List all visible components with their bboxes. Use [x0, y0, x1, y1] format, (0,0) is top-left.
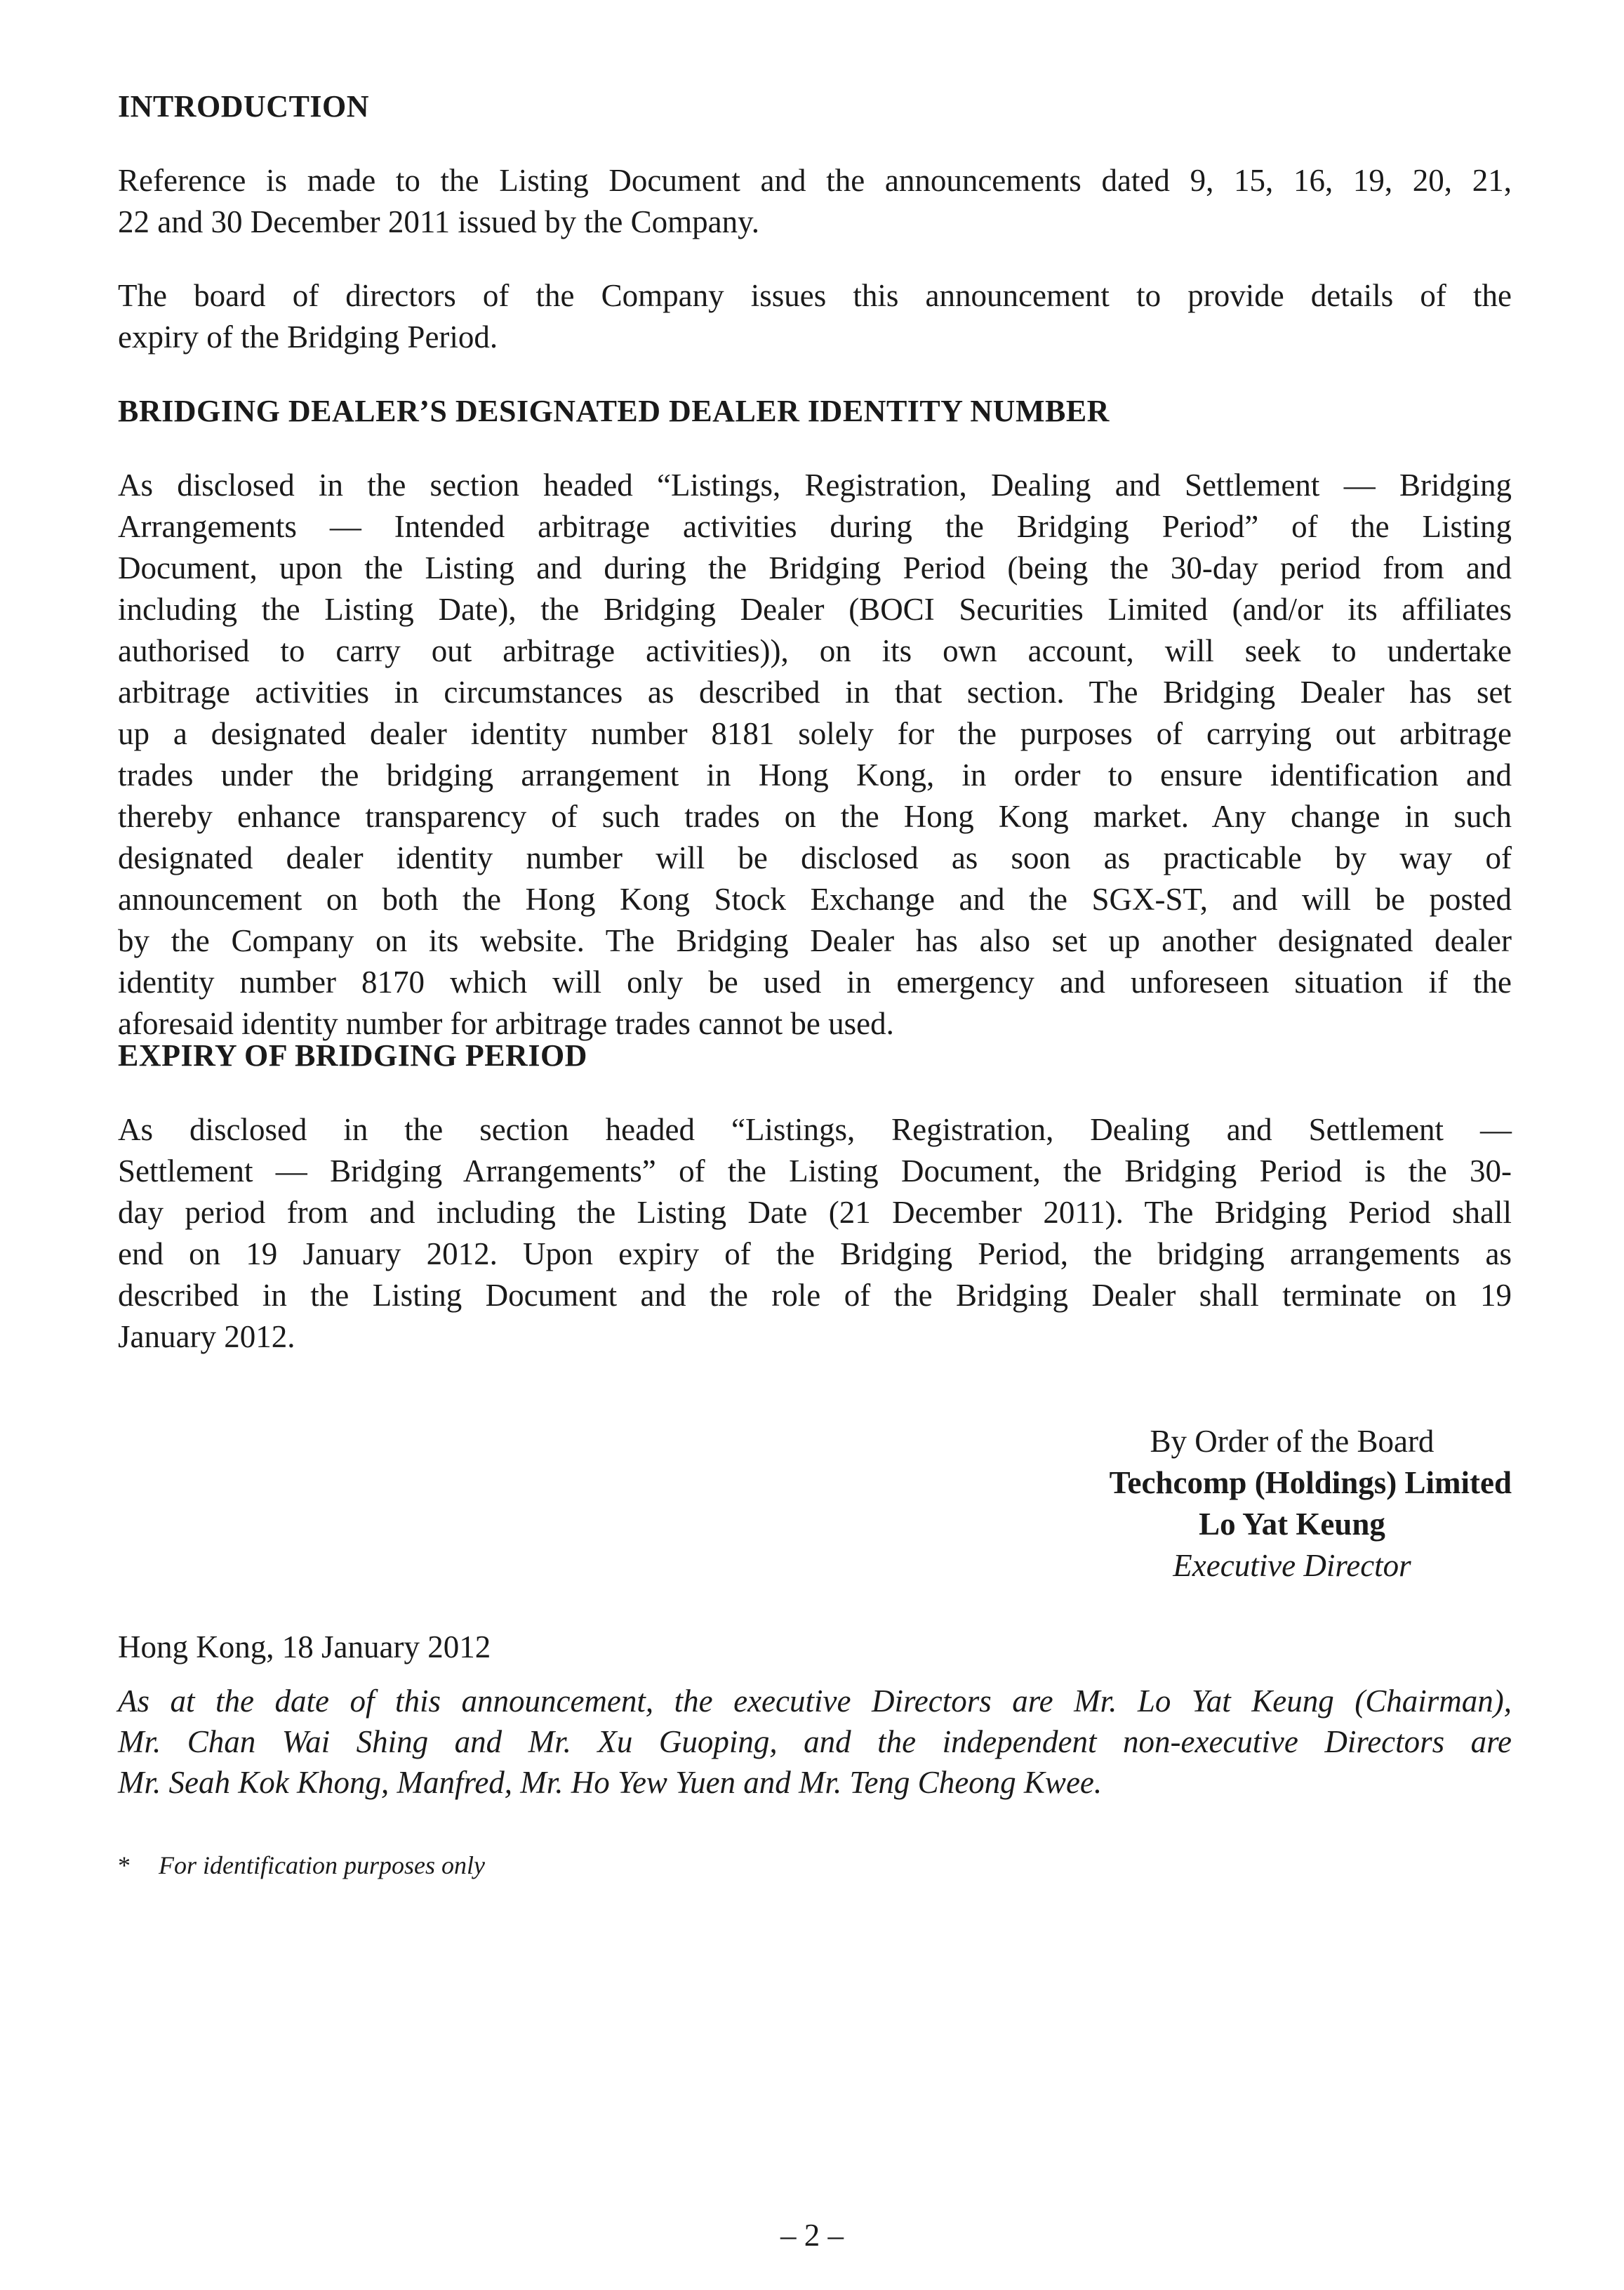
text-line: Reference is made to the Listing Document and the announcements dated 9, 15, 16, 19, 20, 21, [118, 163, 1512, 198]
text-line: thereby enhance transparency of such trades on the Hong Kong market. Any change in such [118, 799, 1512, 834]
place-and-date: Hong Kong, 18 January 2012 [118, 1629, 491, 1664]
text-line: arbitrage activities in circumstances as described in that section. The Bridging Dealer has set [118, 675, 1512, 710]
text-line: end on 19 January 2012. Upon expiry of the Bridging Period, the bridging arrangements as [118, 1236, 1512, 1271]
text-line: 22 and 30 December 2011 issued by the Company. [118, 204, 759, 239]
text-line: As at the date of this announcement, the executive Directors are Mr. Lo Yat Keung (Chairman), [118, 1683, 1512, 1719]
section-heading-dealer-identity-number: BRIDGING DEALER’S DESIGNATED DEALER IDENTITY NUMBER [118, 394, 1110, 428]
text-line: day period from and including the Listing Date (21 December 2011). The Bridging Period shall [118, 1195, 1512, 1230]
directors-statement [118, 1681, 1512, 1803]
footnote-marker: * [118, 1851, 131, 1879]
section-heading-introduction: INTRODUCTION [118, 89, 370, 124]
text-line: up a designated dealer identity number 8181 solely for the purposes of carrying out arbitrage [118, 716, 1512, 751]
text-line: Arrangements — Intended arbitrage activities during the Bridging Period” of the Listing [118, 509, 1512, 544]
text-line: including the Listing Date), the Bridging Dealer (BOCI Securities Limited (and/or its affiliates [118, 592, 1512, 627]
text-line: identity number 8170 which will only be used in emergency and unforeseen situation if the [118, 965, 1512, 1000]
introduction-paragraph-1 [118, 160, 1512, 243]
introduction-paragraph-2 [118, 275, 1512, 358]
page-number: – 2 – [780, 2218, 844, 2253]
text-line: trades under the bridging arrangement in Hong Kong, in order to ensure identification and [118, 757, 1512, 793]
section-heading-expiry: EXPIRY OF BRIDGING PERIOD [118, 1038, 587, 1073]
by-order-of-board: By Order of the Board [1150, 1424, 1435, 1459]
text-line: expiry of the Bridging Period. [118, 319, 498, 355]
text-line: Settlement — Bridging Arrangements” of the Listing Document, the Bridging Period is the 30- [118, 1153, 1512, 1189]
text-line: January 2012. [118, 1319, 295, 1354]
signature-block [1072, 1421, 1512, 1587]
footnote-text: For identification purposes only [159, 1851, 485, 1879]
footnote [118, 1851, 485, 1880]
text-line: As disclosed in the section headed “Listings, Registration, Dealing and Settlement — [118, 1112, 1512, 1147]
text-line: As disclosed in the section headed “Listings, Registration, Dealing and Settlement — Bridging [118, 468, 1512, 503]
signatory-title: Executive Director [1173, 1548, 1411, 1583]
text-line: announcement on both the Hong Kong Stock Exchange and the SGX-ST, and will be posted [118, 882, 1512, 917]
expiry-paragraph [118, 1109, 1512, 1358]
text-line: authorised to carry out arbitrage activities)), on its own account, will seek to undertake [118, 633, 1512, 668]
dealer-identity-paragraph [118, 465, 1512, 1045]
text-line: by the Company on its website. The Bridging Dealer has also set up another designated dealer [118, 923, 1512, 958]
text-line: Document, upon the Listing and during the Bridging Period (being the 30-day period from and [118, 550, 1512, 585]
company-name: Techcomp (Holdings) Limited [1109, 1465, 1512, 1500]
signatory-name: Lo Yat Keung [1199, 1507, 1385, 1542]
text-line: Mr. Seah Kok Khong, Manfred, Mr. Ho Yew Yuen and Mr. Teng Cheong Kwee. [118, 1765, 1103, 1800]
text-line: designated dealer identity number will be disclosed as soon as practicable by way of [118, 840, 1512, 875]
text-line: Mr. Chan Wai Shing and Mr. Xu Guoping, and the independent non-executive Directors are [118, 1724, 1512, 1759]
text-line: aforesaid identity number for arbitrage trades cannot be used. [118, 1006, 894, 1041]
text-line: described in the Listing Document and the role of the Bridging Dealer shall terminate on 19 [118, 1278, 1512, 1313]
text-line: The board of directors of the Company issues this announcement to provide details of the [118, 278, 1512, 313]
